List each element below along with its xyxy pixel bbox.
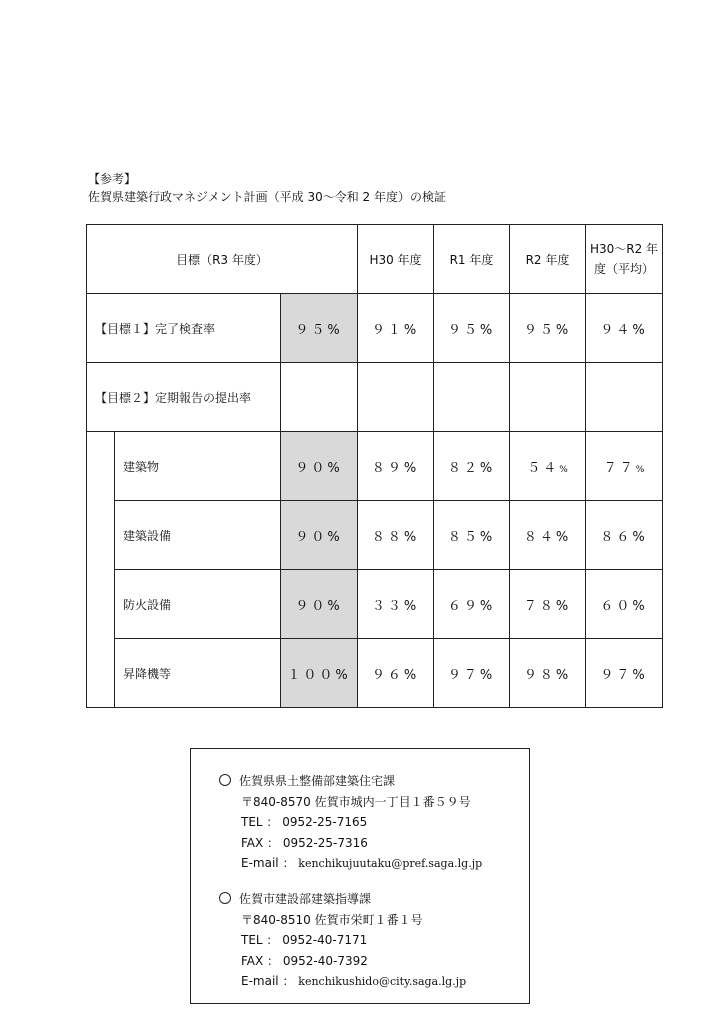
subitem-target: ９０% <box>281 570 358 639</box>
goal2-label: 【目標２】定期報告の提出率 <box>87 363 281 432</box>
contact-org: 佐賀市建設部建築指導課 <box>239 892 372 906</box>
subitem-target: １００% <box>281 639 358 708</box>
header-r1: R1 年度 <box>434 225 510 294</box>
subitem-r1: ８２% <box>434 432 510 501</box>
subitem-average: ９７% <box>586 639 663 708</box>
subitem-label: 建築設備 <box>115 501 281 570</box>
subitem-target: ９０% <box>281 501 358 570</box>
contact-email-link[interactable]: kenchikujuutaku@pref.saga.lg.jp <box>298 857 483 870</box>
contact-email-label: E-mail ： <box>241 856 295 870</box>
header-average <box>586 225 663 294</box>
goal1-r2: ９５% <box>510 294 586 363</box>
subitem-r2-unit: % <box>559 464 568 475</box>
indent-spacer <box>87 501 115 570</box>
goal1-label: 【目標１】完了検査率 <box>87 294 281 363</box>
goal2-empty-average <box>586 363 663 432</box>
header-r2: R2 年度 <box>510 225 586 294</box>
circle-bullet-icon <box>219 892 231 904</box>
indent-spacer <box>87 570 115 639</box>
contact-city <box>219 889 466 992</box>
subitem-r2: ９８% <box>510 639 586 708</box>
subitem-r1: ９７% <box>434 639 510 708</box>
subitem-label: 防火設備 <box>115 570 281 639</box>
verification-table <box>86 224 663 708</box>
subitem-average: ８６% <box>586 501 663 570</box>
subitem-average: ６０% <box>586 570 663 639</box>
reference-label: 【参考】 <box>88 172 137 186</box>
table-row <box>87 432 663 501</box>
indent-spacer <box>87 432 115 501</box>
subitem-r2 <box>510 432 586 501</box>
header-average-line1: H30～R2 年 <box>589 242 659 256</box>
indent-spacer <box>87 639 115 708</box>
table-row <box>87 639 663 708</box>
subitem-target: ９０% <box>281 432 358 501</box>
subitem-r2-number: ５４ <box>527 460 560 476</box>
subitem-h30: ９６% <box>358 639 434 708</box>
header-average-line2: 度（平均） <box>593 262 654 276</box>
subitem-average-unit: % <box>635 464 645 475</box>
document-subtitle: 佐賀県建築行政マネジメント計画（平成 30～令和 2 年度）の検証 <box>88 190 446 204</box>
goal1-h30: ９１% <box>358 294 434 363</box>
contact-address: 〒840-8570 佐賀市城内一丁目１番５９号 <box>241 794 471 809</box>
contact-address: 〒840-8510 佐賀市栄町１番１号 <box>241 912 423 927</box>
subitem-h30: ８９% <box>358 432 434 501</box>
contact-email-link[interactable]: kenchikushido@city.saga.lg.jp <box>298 975 467 988</box>
subitem-label: 建築物 <box>115 432 281 501</box>
goal1-r1: ９５% <box>434 294 510 363</box>
subitem-r2: ８４% <box>510 501 586 570</box>
goal1-average: ９４% <box>586 294 663 363</box>
contact-tel: TEL ： 0952-25-7165 <box>241 815 368 829</box>
goal2-empty-r2 <box>510 363 586 432</box>
subitem-h30: ８８% <box>358 501 434 570</box>
contact-prefecture <box>219 771 482 874</box>
goal2-empty-h30 <box>358 363 434 432</box>
subitem-average-number: ７７ <box>603 460 636 476</box>
contact-fax: FAX ： 0952-25-7316 <box>241 835 368 850</box>
subitem-label: 昇降機等 <box>115 639 281 708</box>
contact-org: 佐賀県県土整備部建築住宅課 <box>239 774 396 788</box>
subitem-r2: ７８% <box>510 570 586 639</box>
contact-box <box>190 748 530 1004</box>
contact-email-label: E-mail ： <box>241 974 295 988</box>
header-target: 目標（R3 年度） <box>87 225 358 294</box>
table-header-row <box>87 225 663 294</box>
subitem-r1: ６９% <box>434 570 510 639</box>
contact-fax: FAX ： 0952-40-7392 <box>241 953 368 968</box>
table-row <box>87 570 663 639</box>
goal1-target: ９５% <box>281 294 358 363</box>
header-h30: H30 年度 <box>358 225 434 294</box>
goal2-empty-target <box>281 363 358 432</box>
subitem-average <box>586 432 663 501</box>
contact-tel: TEL ： 0952-40-7171 <box>241 933 368 947</box>
subitem-r1: ８５% <box>434 501 510 570</box>
goal2-empty-r1 <box>434 363 510 432</box>
subitem-h30: ３３% <box>358 570 434 639</box>
circle-bullet-icon <box>219 774 231 786</box>
table-row-goal2 <box>87 363 663 432</box>
table-row <box>87 501 663 570</box>
table-row-goal1 <box>87 294 663 363</box>
